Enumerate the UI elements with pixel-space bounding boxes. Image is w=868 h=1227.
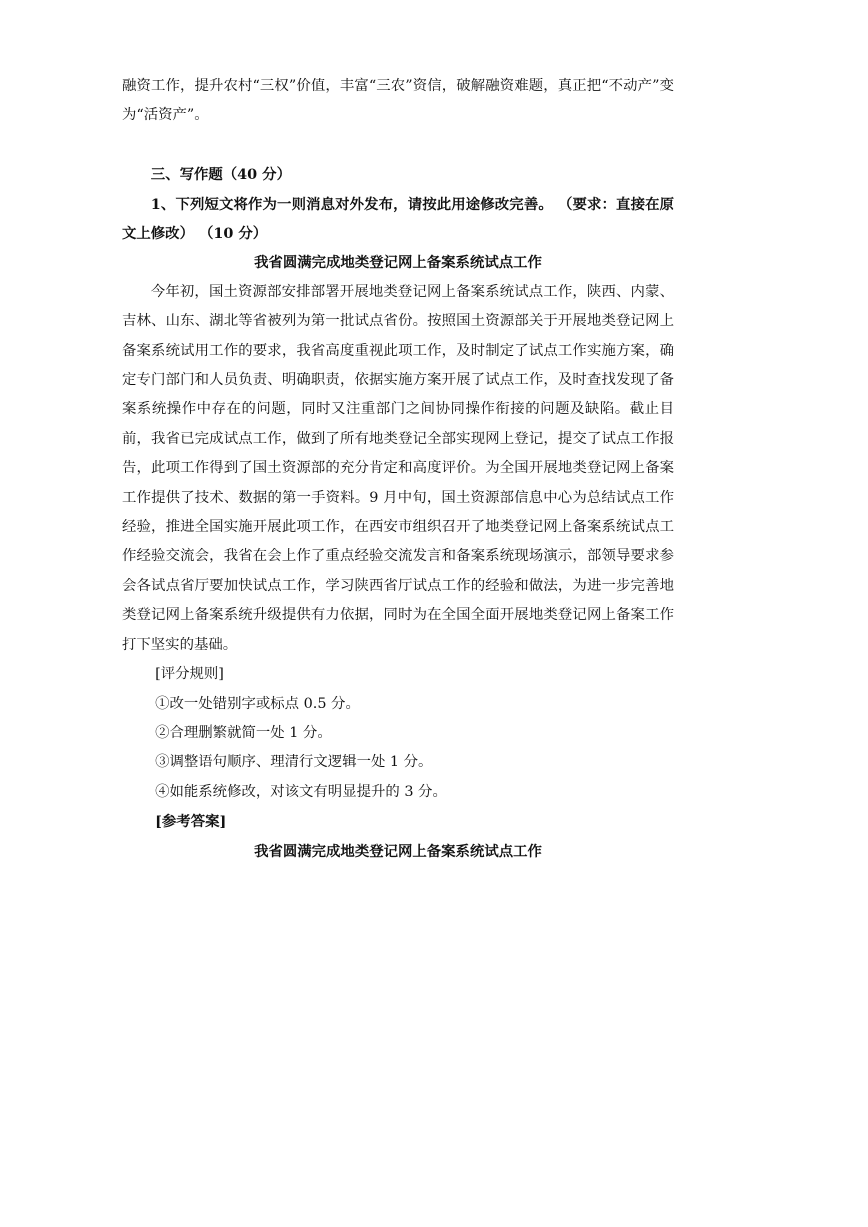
question-1: 1、下列短文将作为一则消息对外发布，请按此用途修改完善。 （要求：直接在原文上修改） （10 分） <box>122 195 674 243</box>
document-content <box>122 72 674 866</box>
intro-paragraph: 融资工作，提升农村“三权”价值，丰富“三农”资信，破解融资难题，真正把“不动产”变为“活资产”。 <box>122 78 674 124</box>
scoring-heading: [评分规则] <box>155 666 224 683</box>
section-heading: 三、写作题（40 分） <box>150 166 291 184</box>
answer-title: 我省圆满完成地类登记网上备案系统试点工作 <box>254 842 542 860</box>
article-title: 我省圆满完成地类登记网上备案系统试点工作 <box>254 254 542 272</box>
scoring-rule-1: ①改一处错别字或标点 0.5 分。 <box>155 695 360 712</box>
article-body: 今年初，国土资源部安排部署开展地类登记网上备案系统试点工作，陕西、内蒙、吉林、山东、湖北等省被列为第一批试点省份。按照国土资源部关于开展地类登记网上备案系统试用工作的要求，我省高度重视此项工作，及时制定了试点工作实施方案，确定专门部门和人员负责、明确职责，依据实施方案开展了试点工作，及时查找发现了备案系统操作中存在的问题，同时又注重部门之间协同操作衔接的问题及缺陷。截止目前，我省已完成试点工作，做到了所有地类登记全部实现网上登记，提交了试点工作报告，此项工作得到了国土资源部的充分肯定和高度评价。为全国开展地类登记网上备案工作提供了技术、数据的第一手资料。9 月中旬，国土资源部信息中心为总结试点工作经验，推进全国实施开展此项工作，在西安市组织召开了地类登记网上备案系统试点工作经验交流会，我省在会上作了重点经验交流发言和备案系统现场演示，部领导要求参会各试点省厅要加快试点工作，学习陕西省厅试点工作的经验和做法，为进一步完善地类登记网上备案系统升级提供有力依据，同时为在全国全面开展地类登记网上备案工作打下坚实的基础。 <box>122 283 674 653</box>
answer-heading: [参考答案] <box>155 813 227 831</box>
scoring-rule-3: ③调整语句顺序、理清行文逻辑一处 1 分。 <box>155 754 433 771</box>
scoring-rule-2: ②合理删繁就简一处 1 分。 <box>155 724 332 741</box>
scoring-rule-4: ④如能系统修改，对该文有明显提升的 3 分。 <box>155 783 447 800</box>
blank-line <box>122 131 674 160</box>
